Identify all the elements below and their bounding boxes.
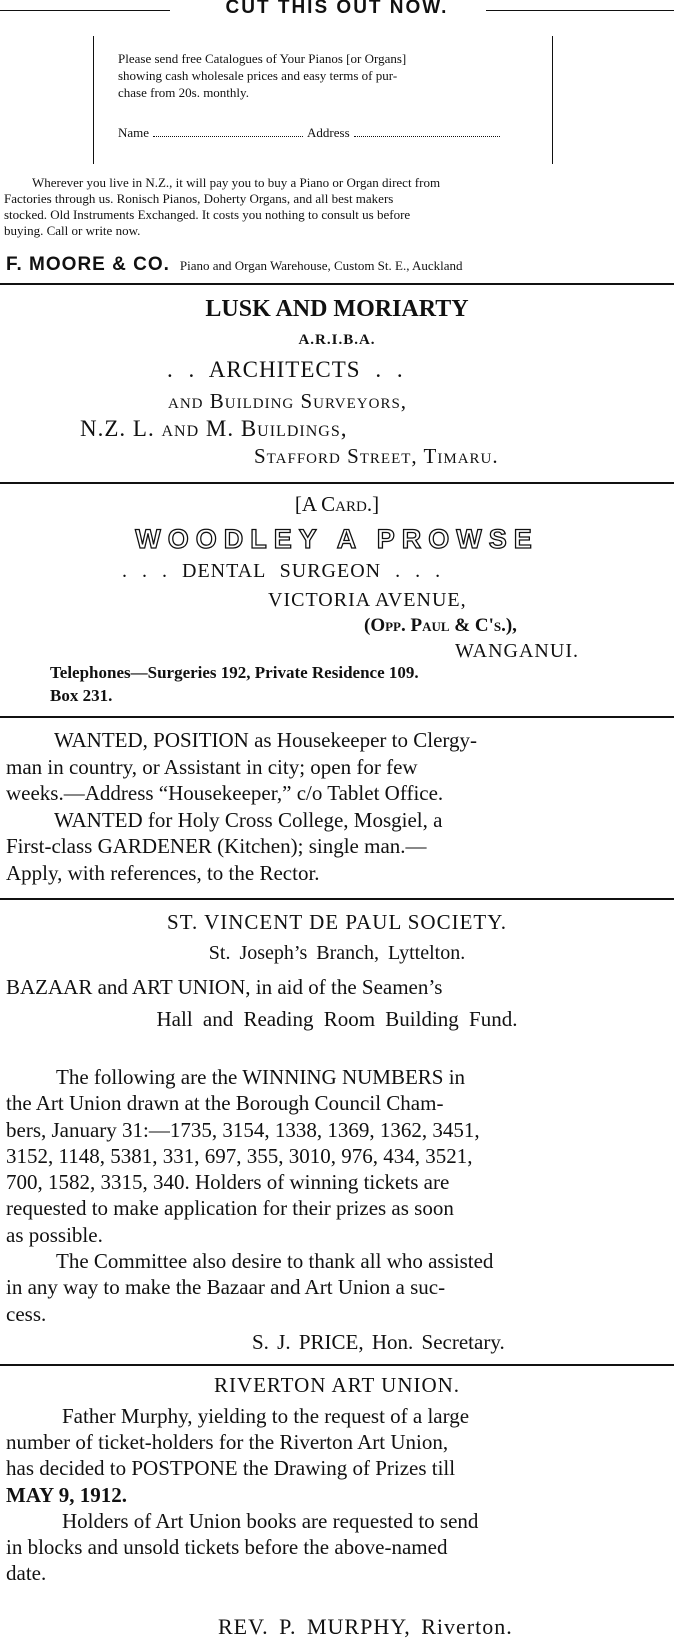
coupon-body-line: Factories through us. Ronisch Pianos, Doherty Organs, and all best makers <box>4 191 394 206</box>
name-blank[interactable] <box>153 136 303 137</box>
firm-line <box>6 254 463 276</box>
society-line: as possible. <box>6 1222 103 1247</box>
name-label: Name <box>118 125 150 140</box>
divider <box>0 898 674 900</box>
riverton-line: in blocks and unsold tickets before the above-named <box>6 1535 448 1560</box>
coupon-header: CUT THIS OUT NOW. <box>225 0 449 18</box>
address-label: Address <box>307 125 350 140</box>
divider <box>0 1364 674 1366</box>
wanted-line: weeks.—Address “Housekeeper,” c/o Tablet Office. <box>6 781 444 805</box>
architects-line: and Building Surveyors, <box>168 389 408 413</box>
society-line: cess. <box>6 1301 47 1326</box>
riverton-title: RIVERTON ART UNION. <box>213 1373 461 1397</box>
wanted-line: WANTED, POSITION as Housekeeper to Clergy- <box>54 728 478 752</box>
dental-phones: Telephones—Surgeries 192, Private Residence 109. <box>50 663 419 682</box>
riverton-line: Holders of Art Union books are requested to send <box>62 1508 479 1533</box>
society-event: Hall and Reading Room Building Fund. <box>156 1007 518 1031</box>
society-event: BAZAAR and ART UNION, in aid of the Seamen’s <box>6 975 443 999</box>
riverton-line: has decided to POSTPONE the Drawing of Prizes till <box>6 1456 456 1481</box>
coupon-body <box>4 175 670 239</box>
riverton-line: Father Murphy, yielding to the request of a large <box>62 1404 470 1428</box>
coupon-form-line: Please send free Catalogues of Your Pianos [or Organs] <box>118 51 407 66</box>
riverton-signature: REV. P. MURPHY, Riverton. <box>218 1614 513 1639</box>
coupon-body-line: Wherever you live in N.Z., it will pay you to buy a Piano or Organ direct from <box>32 175 441 190</box>
society-title: ST. VINCENT DE PAUL SOCIETY. <box>167 910 507 934</box>
wanted-line: First-class GARDENER (Kitchen); single man.— <box>6 834 427 858</box>
architects-line: N.Z. L. and M. Buildings, <box>80 416 348 441</box>
wanted-line: Apply, with references, to the Rector. <box>6 860 320 885</box>
coupon-top-rule-right <box>486 10 674 11</box>
dental-opp: (Opp. Paul & C's.), <box>364 615 517 636</box>
society-line: in any way to make the Bazaar and Art Union a suc- <box>6 1275 446 1300</box>
coupon-name-address-row <box>118 125 544 141</box>
coupon-form-text <box>118 50 406 101</box>
society-signature: S. J. PRICE, Hon. Secretary. <box>252 1330 505 1354</box>
wanted-line: man in country, or Assistant in city; open for few <box>6 754 418 779</box>
society-line: the Art Union drawn at the Borough Council Cham- <box>6 1091 444 1116</box>
riverton-line: number of ticket-holders for the Riverton Art Union, <box>6 1430 449 1455</box>
dental-profession: . . . DENTAL SURGEON . . . <box>122 560 442 582</box>
riverton-body <box>6 1403 670 1586</box>
divider <box>0 482 674 484</box>
society-line: 3152, 1148, 5381, 331, 697, 355, 3010, 976, 434, 3521, <box>6 1143 473 1168</box>
riverton-line: MAY 9, 1912. <box>6 1482 127 1507</box>
dental-town: WANGANUI. <box>455 640 579 662</box>
architects-title: LUSK AND MORIARTY <box>205 296 469 322</box>
society-line: 700, 1582, 3315, 340. Holders of winning tickets are <box>6 1170 450 1195</box>
wanted-section <box>6 727 670 886</box>
society-body <box>6 1064 670 1327</box>
riverton-line: date. <box>6 1561 47 1586</box>
divider <box>0 283 674 285</box>
wanted-line: WANTED for Holy Cross College, Mosgiel, a <box>54 807 443 832</box>
society-line: bers, January 31:—1735, 3154, 1338, 1369, 1362, 3451, <box>6 1117 480 1142</box>
architects-line: Stafford Street, Timaru. <box>254 444 499 468</box>
coupon-form-line: showing cash wholesale prices and easy terms of pur- <box>118 68 398 83</box>
dental-name: WOODLEY A PROWSE <box>135 524 539 554</box>
divider <box>0 716 674 718</box>
society-line: The following are the WINNING NUMBERS in <box>56 1065 466 1089</box>
dental-box: Box 231. <box>50 686 113 705</box>
dental-card-label: [A Card.] <box>294 492 380 516</box>
society-line: requested to make application for their prizes as soon <box>6 1196 454 1221</box>
coupon-body-line: buying. Call or write now. <box>4 223 141 238</box>
firm-address: Piano and Organ Warehouse, Custom St. E., Auckland <box>179 258 463 273</box>
address-blank[interactable] <box>354 136 500 137</box>
architects-credentials: A.R.I.B.A. <box>298 332 376 348</box>
coupon-body-line: stocked. Old Instruments Exchanged. It costs you nothing to consult us before <box>4 207 411 222</box>
coupon-form-line: chase from 20s. monthly. <box>118 85 249 100</box>
dental-street: VICTORIA AVENUE, <box>268 589 467 611</box>
society-branch: St. Joseph’s Branch, Lyttelton. <box>208 942 466 964</box>
architects-profession: . . ARCHITECTS . . <box>167 357 404 382</box>
firm-name: F. MOORE & CO. <box>6 254 170 275</box>
society-line: The Committee also desire to thank all who assisted <box>56 1249 494 1274</box>
